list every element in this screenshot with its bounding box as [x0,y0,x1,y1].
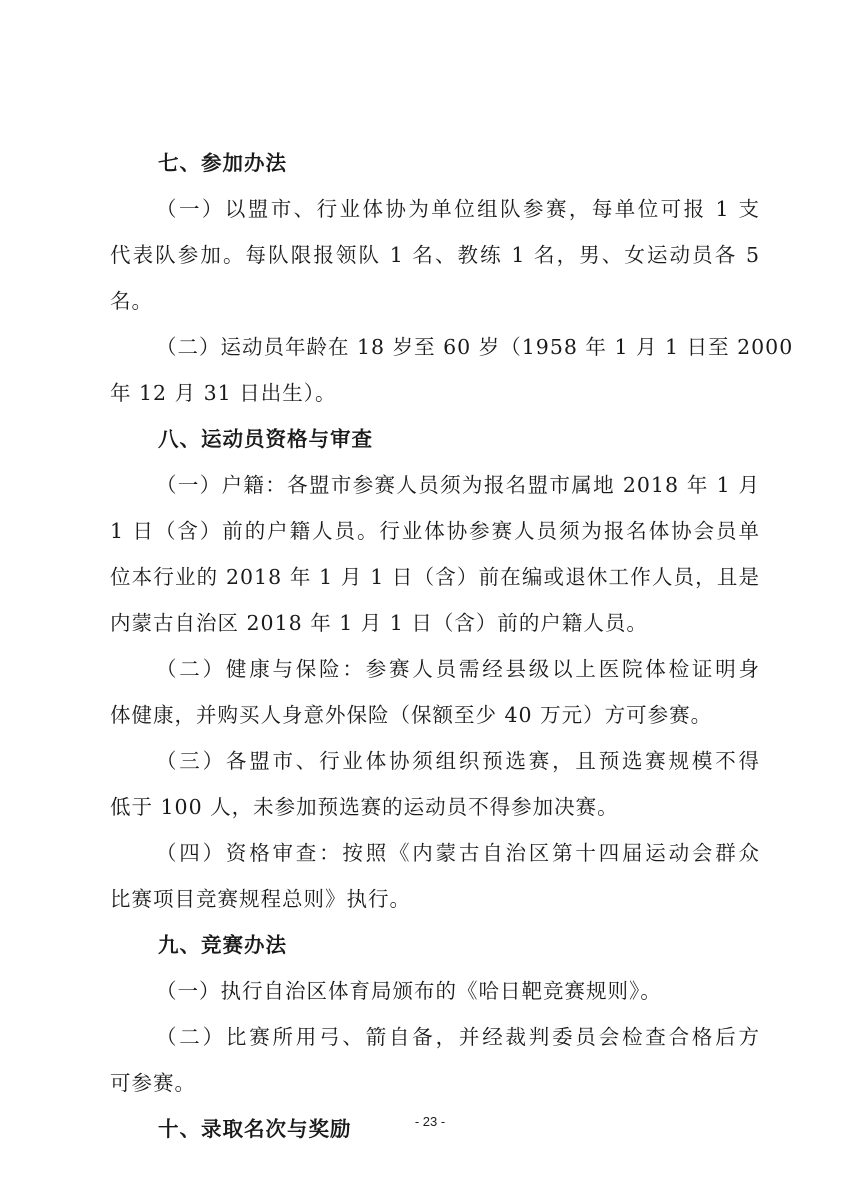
paragraph-line: 名。 [110,289,153,313]
paragraph-line: （三）各盟市、行业体协须组织预选赛，且预选赛规模不得 [156,749,760,773]
paragraph-line: （一）户籍：各盟市参赛人员须为报名盟市属地 2018 年 1 月 [156,473,760,497]
paragraph-line: 比赛项目竞赛规程总则》执行。 [110,887,411,911]
paragraph-line: （二）比赛所用弓、箭自备，并经裁判委员会检查合格后方 [156,1025,760,1049]
section-heading: 十、录取名次与奖励 [158,1117,352,1141]
paragraph-line: （一）以盟市、行业体协为单位组队参赛，每单位可报 1 支 [156,197,760,221]
paragraph-line: （二）运动员年龄在 18 岁至 60 岁（1958 年 1 月 1 日至 2000 [156,335,794,359]
document-body [110,140,794,1152]
paragraph-line: 1 日（含）前的户籍人员。行业体协参赛人员须为报名体协会员单 [110,519,760,543]
paragraph-line: 代表队参加。每队限报领队 1 名、教练 1 名，男、女运动员各 5 [110,243,760,267]
paragraph-line: 内蒙古自治区 2018 年 1 月 1 日（含）前的户籍人员。 [110,611,648,635]
paragraph-line: 位本行业的 2018 年 1 月 1 日（含）前在编或退休工作人员，且是 [110,565,760,589]
paragraph-line: 年 12 月 31 日出生）。 [110,381,337,405]
paragraph-line: （二）健康与保险：参赛人员需经县级以上医院体检证明身 [156,657,760,681]
section-heading: 七、参加办法 [158,151,287,175]
paragraph-line: （四）资格审查：按照《内蒙古自治区第十四届运动会群众 [156,841,760,865]
paragraph-line: 低于 100 人，未参加预选赛的运动员不得参加决赛。 [110,795,619,819]
page-number: - 23 - [414,1114,446,1129]
paragraph-line: 可参赛。 [110,1071,196,1095]
section-heading: 八、运动员资格与审查 [158,427,373,451]
section-heading: 九、竞赛办法 [158,933,287,957]
paragraph-line: （一）执行自治区体育局颁布的《哈日靶竞赛规则》。 [156,979,662,1003]
paragraph-line: 体健康，并购买人身意外保险（保额至少 40 万元）方可参赛。 [110,703,713,727]
